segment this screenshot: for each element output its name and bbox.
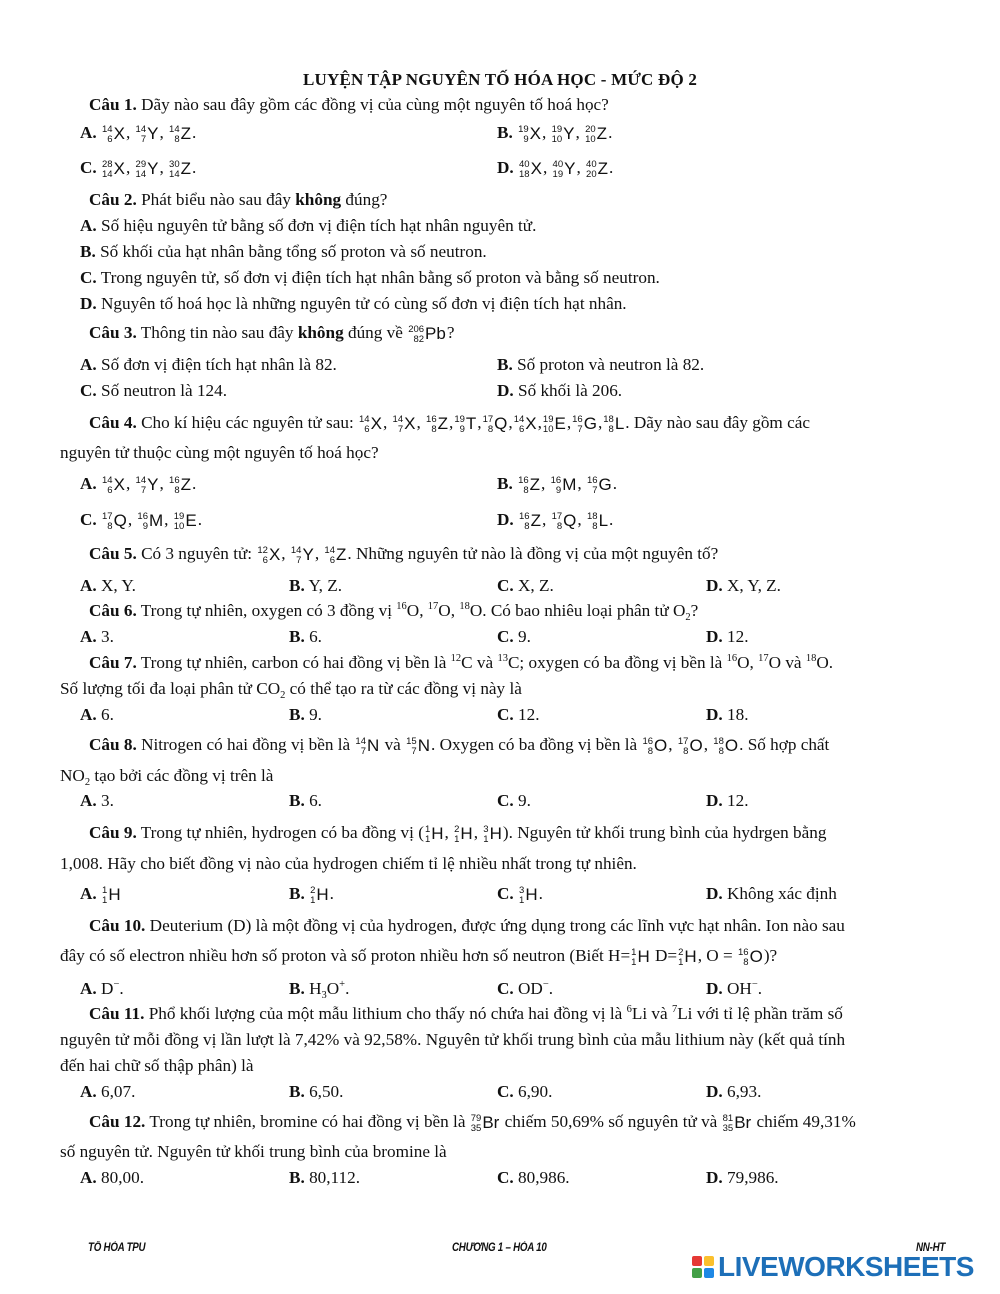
q4-option-c[interactable]: C. 17 8 Q, 16 9 M, 19 10 E. [80, 510, 202, 533]
q8-option-b[interactable]: B. 6. [289, 791, 322, 810]
question-7-line2: Số lượng tối đa loại phân tử $CO_2$ có thể tạo ra từ các đồng vị này là [60, 679, 522, 701]
q6-option-b[interactable]: B. 6. [289, 627, 322, 646]
q2-option-c[interactable]: C. Trong nguyên tử, số đơn vị điện tích hạt nhân bằng số proton và bằng số neutron. [80, 268, 660, 287]
question-10: Câu 10. Deuterium (D) là một đồng vị của hydrogen, được ứng dụng trong các lĩnh vực hạt nhân. Ion nào sau [89, 916, 845, 935]
q12-option-d[interactable]: D. 79,986. [706, 1168, 779, 1187]
liveworksheets-logo[interactable] [692, 1252, 974, 1282]
q9-option-d[interactable]: D. Không xác định [706, 884, 837, 903]
q1-option-c[interactable]: C. 28 14 X , 29 14 Y , 30 14 Z . [80, 158, 197, 181]
question-11-line2: nguyên tử mỗi đồng vị lần lượt là 7,42% và 92,58%. Nguyên tử khối trung bình của mẫu lithium này (kết quả tính [60, 1030, 846, 1049]
logo-grid-icon [692, 1256, 714, 1278]
q11-option-a[interactable]: A. 6,07. [80, 1082, 136, 1101]
q3-option-a[interactable]: A. Số đơn vị điện tích hạt nhân là 82. [80, 355, 337, 374]
question-7: Câu 7. Trong tự nhiên, carbon có hai đồng vị bền là $^{12}$C và $^{13}$C; oxygen có ba đồng vị bền là $^{16}$O, $^{17}$O và $^{18}$O. [89, 653, 834, 672]
q9-option-c[interactable]: C. 3 1 H. [497, 884, 543, 907]
question-11: Câu 11. Phổ khối lượng của một mẫu lithium cho thấy nó chứa hai đồng vị là $^6$Li và $^7$Li với tỉ lệ phần trăm số [89, 1004, 843, 1023]
question-10-line2: đây có số electron nhiều hơn số proton và số proton nhiều hơn số neutron (Biết H= 1 1 H D= 2 1 H, O = 16 8 O)? [60, 946, 778, 969]
q3-option-c[interactable]: C. Số neutron là 124. [80, 381, 228, 400]
q2-option-a[interactable]: A. Số hiệu nguyên tử bằng số đơn vị điện tích hạt nhân nguyên tử. [80, 216, 537, 235]
q9-option-a[interactable]: A. 1 1 H [80, 884, 121, 907]
q5-option-d[interactable]: D. X, Y, Z. [706, 576, 781, 595]
question-5: Câu 5. Có 3 nguyên tử: 12 6 X, 14 7 Y, 14 6 Z. Những nguyên tử nào là đồng vị của một nguyên tố? [89, 544, 719, 567]
q10-option-b[interactable]: B. $H_3O^+$. [289, 979, 350, 1001]
footer-left: TỔ HÓA TPU [88, 1242, 146, 1254]
q2-option-b[interactable]: B. Số khối của hạt nhân bằng tổng số proton và số neutron. [80, 242, 487, 261]
question-6: Câu 6. Trong tự nhiên, oxygen có 3 đồng vị $^{16}$O, $^{17}$O, $^{18}$O. Có bao nhiêu loại phân tử $O_2$? [89, 601, 699, 623]
q5-option-c[interactable]: C. X, Z. [497, 576, 554, 595]
q8-option-a[interactable]: A. 3. [80, 791, 114, 810]
question-8: Câu 8. Nitrogen có hai đồng vị bền là 14 7 N và 15 7 N. Oxygen có ba đồng vị bền là 16 8 O, 17 8 O, 18 8 O. Số hợp chất [89, 735, 830, 758]
page-title: LUYỆN TẬP NGUYÊN TỐ HÓA HỌC - MỨC ĐỘ 2 [302, 70, 698, 89]
question-3: Câu 3. Thông tin nào sau đây không đúng về 206 82 Pb ? [89, 323, 455, 346]
q6-option-d[interactable]: D. 12. [706, 627, 749, 646]
q10-option-a[interactable]: A. D−. [80, 979, 124, 998]
q3-option-b[interactable]: B. Số proton và neutron là 82. [497, 355, 705, 374]
q6-option-c[interactable]: C. 9. [497, 627, 531, 646]
question-12-line2: số nguyên tử. Nguyên tử khối trung bình của bromine là [60, 1142, 447, 1161]
question-8-line2: $NO_2$ tạo bởi các đồng vị trên là [60, 766, 274, 788]
question-12: Câu 12. Trong tự nhiên, bromine có hai đồng vị bền là 79 35 Br chiếm 50,69% số nguyên tử và 81 35 Br chiếm 49,31% [89, 1112, 856, 1135]
question-9: Câu 9. Trong tự nhiên, hydrogen có ba đồng vị ( 1 1 H, 2 1 H, 3 1 H). Nguyên tử khối trung bình của hydrgen bằng [89, 823, 827, 846]
q1-option-d[interactable]: D. 40 18 X , 40 19 Y , 40 20 Z . [497, 158, 614, 181]
q4-option-b[interactable]: B. 16 8 Z, 16 9 M, 16 7 G. [497, 474, 618, 497]
q7-option-c[interactable]: C. 12. [497, 705, 540, 724]
question-1: Câu 1. Dãy nào sau đây gồm các đồng vị của cùng một nguyên tố hoá học? [89, 95, 609, 114]
q10-option-d[interactable]: D. OH−. [706, 979, 763, 998]
q7-option-d[interactable]: D. 18. [706, 705, 749, 724]
footer-center: CHƯƠNG 1 – HÓA 10 [452, 1242, 547, 1254]
question-4: Câu 4. Cho kí hiệu các nguyên tử sau: 14 6 X, 14 7 X, 16 8 Z, 19 9 T, 17 8 Q, 14 6 X, 19 10 E, 16 7 G, 18 8 L. Dãy nào sau đây gồm các [89, 413, 810, 436]
q7-option-b[interactable]: B. 9. [289, 705, 322, 724]
question-11-line3: đến hai chữ số thập phân) là [60, 1056, 254, 1075]
q4-option-d[interactable]: D. 16 8 Z, 17 8 Q, 18 8 L. [497, 510, 614, 533]
q8-option-c[interactable]: C. 9. [497, 791, 531, 810]
footer-right: NN-HT [916, 1242, 946, 1254]
q8-option-d[interactable]: D. 12. [706, 791, 749, 810]
q10-option-c[interactable]: C. OD−. [497, 979, 554, 998]
q4-option-a[interactable]: A. 14 6 X, 14 7 Y, 16 8 Z. [80, 474, 197, 497]
q12-option-c[interactable]: C. 80,986. [497, 1168, 570, 1187]
q3-option-d[interactable]: D. Số khối là 206. [497, 381, 623, 400]
question-2: Câu 2. Phát biểu nào sau đây không đúng? [89, 190, 388, 209]
q7-option-a[interactable]: A. 6. [80, 705, 114, 724]
q11-option-c[interactable]: C. 6,90. [497, 1082, 553, 1101]
q5-option-a[interactable]: A. X, Y. [80, 576, 136, 595]
q12-option-b[interactable]: B. 80,112. [289, 1168, 360, 1187]
q6-option-a[interactable]: A. 3. [80, 627, 114, 646]
q5-option-b[interactable]: B. Y, Z. [289, 576, 343, 595]
question-9-line2: 1,008. Hãy cho biết đồng vị nào của hydrogen chiếm tỉ lệ nhiều nhất trong tự nhiên. [60, 854, 637, 873]
q1-option-a[interactable]: A. 14 6 X , 14 7 Y , 14 8 Z . [80, 123, 197, 146]
q9-option-b[interactable]: B. 2 1 H. [289, 884, 334, 907]
q11-option-d[interactable]: D. 6,93. [706, 1082, 762, 1101]
q2-option-d[interactable]: D. Nguyên tố hoá học là những nguyên tử có cùng số đơn vị điện tích hạt nhân. [80, 294, 627, 313]
question-4-line2: nguyên tử thuộc cùng một nguyên tố hoá học? [60, 443, 379, 462]
q1-option-b[interactable]: B. 19 9 X , 19 10 Y , 20 10 Z . [497, 123, 613, 146]
logo-text: LIVEWORKSHEETS [718, 1251, 974, 1282]
q12-option-a[interactable]: A. 80,00. [80, 1168, 144, 1187]
q11-option-b[interactable]: B. 6,50. [289, 1082, 344, 1101]
